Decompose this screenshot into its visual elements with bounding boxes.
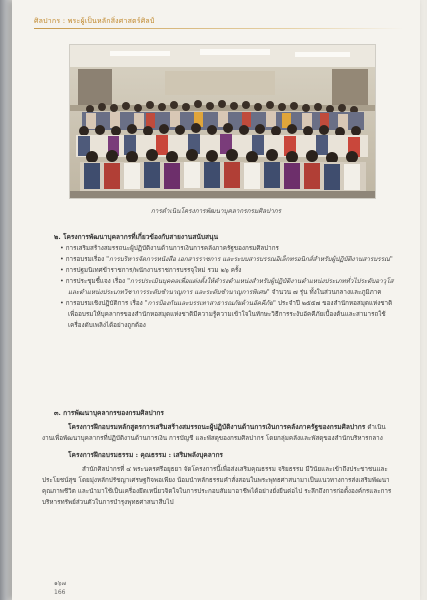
list-item: • การอบรมเรื่อง "การบริหารจัดการหนังสือ เอกสารราชการ และระบบสารบรรณอิเล็กทรอนิกส์สำหรับผู้ปฏิบัติงานสารบรรณ" xyxy=(60,256,393,263)
section-2-heading: ๒. โครงการพัฒนาบุคลากรที่เกี่ยวข้องกับสายงานสนับสนุน xyxy=(54,233,219,241)
list-item-text: จำนวน ๗ รุ่น ทั้งในส่วนกลางและภูมิภาค xyxy=(269,289,382,296)
list-item-text: การอบรมเรื่อง xyxy=(65,256,107,263)
paragraph-text: ดำเนินงานเพื่อพัฒนาบุคลากรที่ปฏิบัติงานด้านการเงิน การบัญชี และพัสดุของกรมศิลปากร โดยกลุ่มคลังและพัสดุของสำนักบริหารกลาง xyxy=(42,424,386,442)
list-item: • การเสริมสร้างสมรรถนะผู้ปฏิบัติงานด้านการเงินการคลังภาครัฐของกรมศิลปากร xyxy=(60,245,279,252)
running-header: ศิลปากร : พระผู้เป็นหลักสิ่งศาสตร์ศิลป์ xyxy=(34,17,155,25)
photo-caption: การดำเนินโครงการพัฒนาบุคลากรกรมศิลปากร xyxy=(150,207,282,215)
list-item-text: การอบรมเชิงปฏิบัติการ เรื่อง xyxy=(65,300,145,307)
list-item-text: การปฐมนิเทศข้าราชการ/พนักงานราชการบรรจุใหม่ รวม ๒๖ ครั้ง xyxy=(65,267,242,274)
list-item-text: การเสริมสร้างสมรรถนะผู้ปฏิบัติงานด้านการเงินการคลังภาครัฐของกรมศิลปากร xyxy=(65,245,279,252)
book-page xyxy=(12,0,420,600)
list-item-title: "การบริหารจัดการหนังสือ เอกสารราชการ และระบบสารบรรณอิเล็กทรอนิกส์สำหรับผู้ปฏิบัติงานสารบรรณ" xyxy=(106,256,393,263)
sub-heading: โครงการฝึกอบรมธรรม : คุณธรรม : เสริมพลังบุคลากร xyxy=(68,451,223,459)
group-photo-illustration xyxy=(70,45,375,198)
list-item: • การปฐมนิเทศข้าราชการ/พนักงานราชการบรรจุใหม่ รวม ๒๖ ครั้ง xyxy=(60,267,242,274)
section-3 xyxy=(42,408,396,508)
list-item: • การประชุมชี้แจง เรื่อง "การประเมินบุคคลเพื่อแต่งตั้งให้ดำรงตำแหน่งสำหรับผู้ปฏิบัติงานตำแหน่งประเภททั่วไประดับอาวุโส และตำแหน่งประเภทวิชาการระดับชำนาญการ และระดับชำนาญการพิเศษ" จำนวน ๗ รุ่น ทั้งในส่วนกลางและภูมิภาค xyxy=(60,278,394,296)
paragraph xyxy=(42,422,396,444)
paragraph: สำนักศิลปากรที่ ๔ พระนครศรีอยุธยา จัดโครงการนี้เพื่อส่งเสริมคุณธรรม จริยธรรม มีวินัยและเข้าถึงประชาชนและประโยชน์สุข โดยมุ่งหลักปรัชญาเศรษฐกิจพอเพียง น้อมนำหลักธรรมคำสั่งสอนในพระพุทธศาสนามาเป็นแนวทางการส่งเสริมพัฒนาคุณภาพชีวิต และนำมาใช้เป็นเครื่องยึดเหนี่ยวจิตใจในการประกอบสัมมาอาชีพได้อย่างยั่งยืนต่อไป ระลึกถึงการก่อตั้งองค์กรและการบริหารทรัพย์ส่วนตัวในการบำรุงพุทธศาสนาสืบไป xyxy=(42,466,392,506)
group-photo xyxy=(69,44,376,199)
page-number-thai: ๑๖๗ xyxy=(54,580,67,587)
section-3-heading: ๓. การพัฒนาบุคลากรของกรมศิลปากร xyxy=(54,409,164,417)
list-item-title: "การป้องกันและบรรเทาสาธารณภัยด้านอัคคีภัย" xyxy=(144,300,276,307)
list-item-text: ประจำปี ๒๕๕๗ ของสำนักหอสมุดแห่งชาติ เพื่ออบรมให้บุคลากรของสำนักหอสมุดแห่งชาติมีความรู้ความเข้าใจในทักษะวิธีการระงับอัคคีภัยเบื้องต้นและสามารถใช้เครื่องดับเพลิงได้อย่างถูกต้อง xyxy=(68,300,393,329)
section-2 xyxy=(42,232,396,331)
page-number: 166 xyxy=(54,589,66,596)
list-item-text: การประชุมชี้แจง เรื่อง xyxy=(65,278,128,285)
header-rule xyxy=(34,28,404,29)
list-item: • การอบรมเชิงปฏิบัติการ เรื่อง "การป้องกันและบรรเทาสาธารณภัยด้านอัคคีภัย" ประจำปี ๒๕๕๗ ของสำนักหอสมุดแห่งชาติ เพื่ออบรมให้บุคลากรของสำนักหอสมุดแห่งชาติมีความรู้ความเข้าใจในทักษะวิธีการระงับอัคคีภัยเบื้องต้นและสามารถใช้เครื่องดับเพลิงได้อย่างถูกต้อง xyxy=(60,300,393,329)
paragraph-lead: โครงการฝึกอบรมหลักสูตรการเสริมสร้างสมรรถนะผู้ปฏิบัติงานด้านการเงินการคลังภาครัฐของกรมศิลปากร xyxy=(68,423,366,431)
list-item-title: "การประเมินบุคคลเพื่อแต่งตั้งให้ดำรงตำแหน่งสำหรับผู้ปฏิบัติงานตำแหน่งประเภททั่วไประดับอาวุโส และตำแหน่งประเภทวิชาการระดับชำนาญการ และระดับชำนาญการพิเศษ" xyxy=(68,278,394,296)
